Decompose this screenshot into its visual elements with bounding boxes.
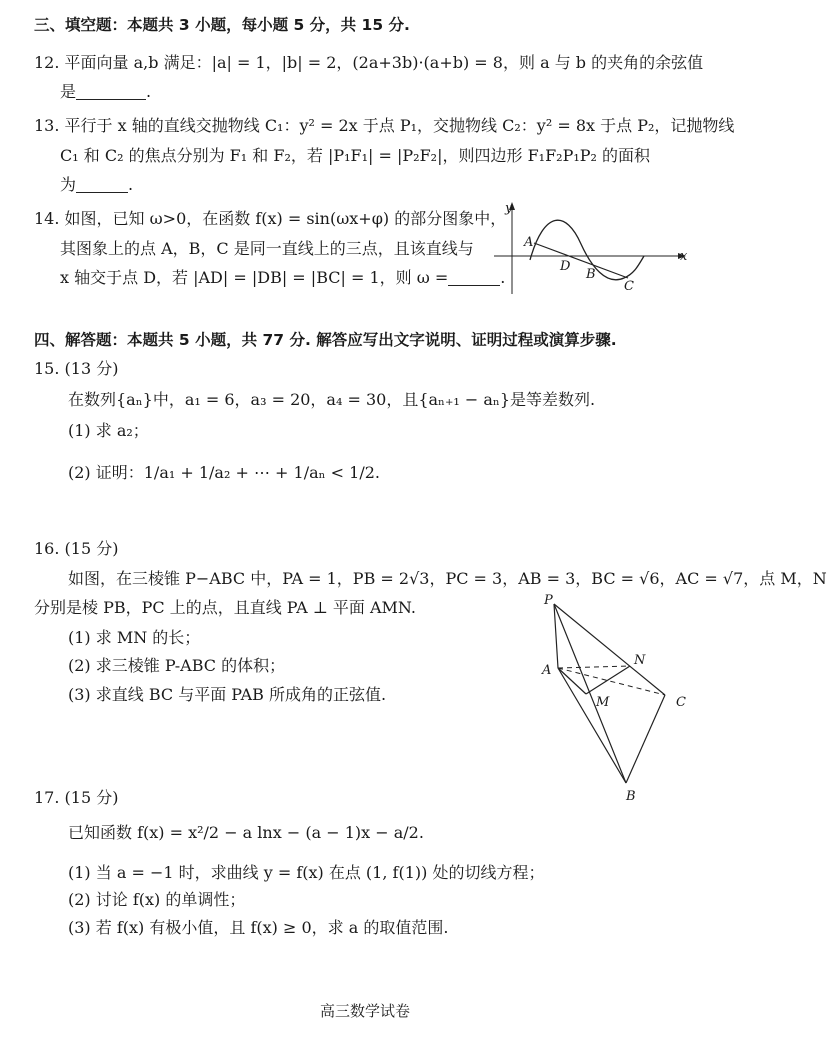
point-m-label: M xyxy=(596,695,610,710)
point-c-label: C xyxy=(624,279,634,294)
question-17-part-2: (2) 讨论 f(x) 的单调性； xyxy=(68,890,246,909)
question-13-line-1: 13. 平行于 x 轴的直线交抛物线 C₁：y² = 2x 于点 P₁，交抛物线 C₂：y² = 8x 于点 P₂，记抛物线 xyxy=(34,116,735,135)
vertex-b-label: B xyxy=(626,789,636,804)
question-17-line-1: 已知函数 f(x) = x²/2 − a lnx − (a − 1)x − a/2. xyxy=(68,823,424,842)
vertex-a-label: A xyxy=(542,663,552,678)
page-footer: 高三数学试卷 xyxy=(319,1002,410,1020)
edge-ab xyxy=(558,668,626,783)
question-16-part-2: (2) 求三棱锥 P-ABC 的体积； xyxy=(68,656,286,675)
section-heading-fill-in: 三、填空题：本题共 3 小题，每小题 5 分，共 15 分. xyxy=(34,16,410,34)
question-14-line-2: 其图象上的点 A，B，C 是同一直线上的三点，且该直线与 xyxy=(60,239,474,258)
answer-blank xyxy=(76,83,146,100)
question-13-tail: 为 xyxy=(60,175,77,194)
section-heading-solve: 四、解答题：本题共 5 小题，共 77 分. 解答应写出文字说明、证明过程或演算步骤. xyxy=(34,331,617,349)
question-14-tail: x 轴交于点 D，若 |AD| = |DB| = |BC| = 1，则 ω = xyxy=(60,268,449,287)
segment-mn xyxy=(586,666,630,694)
tetrahedron-figure xyxy=(530,590,700,810)
answer-blank xyxy=(76,176,128,193)
edge-pc xyxy=(554,604,665,695)
x-axis-label: x xyxy=(680,249,688,264)
vertex-p-label: P xyxy=(544,593,553,608)
y-axis-label: y xyxy=(505,201,513,216)
question-16-header: 16. (15 分) xyxy=(34,539,119,558)
vertex-c-label: C xyxy=(676,695,686,710)
question-16-part-1: (1) 求 MN 的长； xyxy=(68,628,201,647)
question-16-part-3: (3) 求直线 BC 与平面 PAB 所成角的正弦值. xyxy=(68,685,387,704)
sine-graph-figure xyxy=(488,198,698,298)
point-a-label: A xyxy=(524,235,534,250)
question-14-line-1: 14. 如图，已知 ω>0，在函数 f(x) = sin(ωx+φ) 的部分图象中， xyxy=(34,209,507,228)
question-12-tail: 是 xyxy=(60,82,77,101)
question-15-line-1: 在数列{aₙ}中，a₁ = 6，a₃ = 20，a₄ = 30，且{aₙ₊₁ − aₙ}是等差数列. xyxy=(68,390,596,409)
point-n-label: N xyxy=(634,653,646,668)
edge-bc xyxy=(626,695,665,783)
line-abc xyxy=(534,243,628,278)
question-13-line-2: C₁ 和 C₂ 的焦点分别为 F₁ 和 F₂，若 |P₁F₁| = |P₂F₂|，则四边形 F₁F₂P₁P₂ 的面积 xyxy=(60,146,651,165)
question-17-part-3: (3) 若 f(x) 有极小值，且 f(x) ≥ 0，求 a 的取值范围. xyxy=(68,918,449,937)
question-16-line-1: 如图，在三棱锥 P−ABC 中，PA = 1，PB = 2√3，PC = 3，AB = 3，BC = √6，AC = √7，点 M，N xyxy=(68,569,827,588)
question-17-header: 17. (15 分) xyxy=(34,788,119,807)
segment-an-dashed xyxy=(558,666,630,668)
point-b-label: B xyxy=(586,267,596,282)
question-13-line-3: 为 . xyxy=(60,175,134,194)
edge-pb xyxy=(554,604,626,783)
question-12-line-1: 12. 平面向量 a,b 满足：|a| = 1，|b| = 2，(2a+3b)·(a+b) = 8，则 a 与 b 的夹角的余弦值 xyxy=(34,53,704,72)
point-d-label: D xyxy=(560,259,571,274)
question-15-part-2: (2) 证明：1/a₁ + 1/a₂ + ⋯ + 1/aₙ < 1/2. xyxy=(68,463,380,482)
question-16-line-2: 分别是棱 PB，PC 上的点，且直线 PA ⊥ 平面 AMN. xyxy=(34,598,416,617)
question-15-part-1: (1) 求 a₂； xyxy=(68,421,149,440)
question-12-line-2: 是 . xyxy=(60,82,152,101)
question-15-header: 15. (13 分) xyxy=(34,359,119,378)
question-17-part-1: (1) 当 a = −1 时，求曲线 y = f(x) 在点 (1, f(1)) 处的切线方程； xyxy=(68,863,545,882)
question-14-line-3: x 轴交于点 D，若 |AD| = |DB| = |BC| = 1，则 ω = . xyxy=(60,268,506,287)
